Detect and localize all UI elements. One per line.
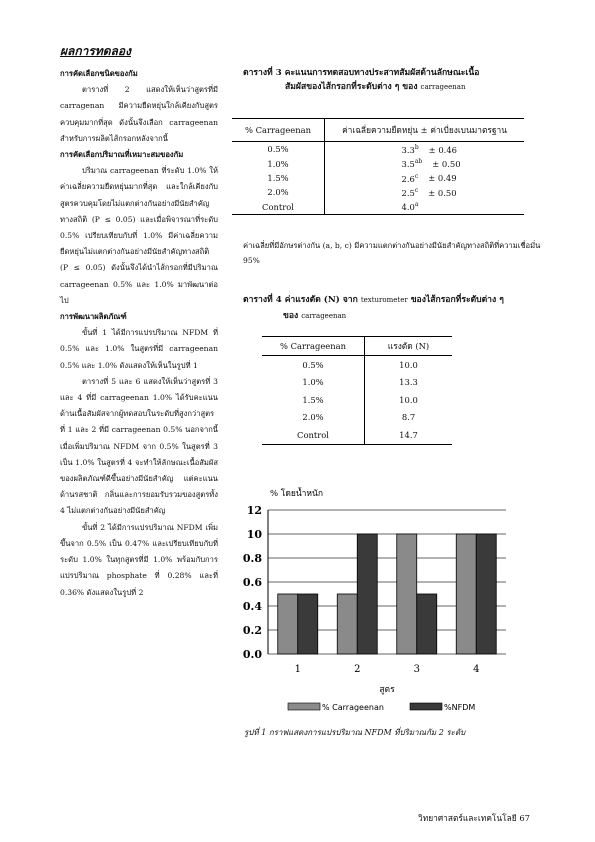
bar-chart: [234, 484, 534, 724]
table3-superscript: c: [414, 186, 419, 194]
table4-caption: [243, 292, 543, 324]
table3-caption: [243, 66, 543, 94]
table4-value: 14.7: [365, 426, 453, 444]
table3-caption-number: 3: [275, 68, 282, 78]
table4-caption-title: ค่าแรงตัด (N) จาก: [284, 295, 358, 305]
table3-mean-cell: [325, 156, 525, 170]
y-tick-label: 0.8: [242, 552, 262, 565]
x-tick-label: 1: [294, 664, 301, 675]
table4-row: [262, 391, 452, 409]
table3-caption-term: carrageenan: [420, 83, 466, 91]
x-tick-label: 4: [473, 664, 480, 675]
bar: [298, 594, 318, 654]
table3-mean-cell: [325, 171, 525, 185]
table4-row: [262, 409, 452, 427]
table3-sd: ± 0.50: [428, 187, 457, 198]
table3-superscript: c: [414, 172, 419, 180]
table3-caption-line2-wrap: [243, 80, 543, 94]
table4-row: [262, 374, 452, 392]
table4-level: 2.0%: [262, 409, 365, 427]
y-tick-label: 0.4: [242, 600, 262, 613]
table3-mean-cell: [325, 185, 525, 199]
bar: [456, 534, 476, 654]
table3: [232, 118, 524, 215]
table3-superscript: b: [414, 143, 419, 151]
table4-row: [262, 356, 452, 374]
x-tick-label: 3: [413, 664, 420, 675]
paragraph: ตารางที่ 5 และ 6 แสดงให้เห็นว่าสูตรที่ 3 และ 4 ที่มี carrageenan 1.0% ได้รับคะแนนด้านเนื้อสัมผัสจากผู้ทดสอบในระดับที่สูงกว่าสูตรที่ 1 และ 2 ที่มี carrageenan 0.5% นอกจากนี้เมื่อเพิ่มปริมาณ NFDM จาก 0.5% ในสูตรที่ 3 เป็น 1.0% ในสูตรที่ 4 จะทำให้ลักษณะเนื้อสัมผัสของผลิตภัณฑ์ดีขึ้นอย่างมีนัยสำคัญ แต่คะแนนด้านรสชาติ กลิ่นและการยอมรับรวมของสูตรทั้ง 4 ไม่แตกต่างกันอย่างมีนัยสำคัญ: [60, 376, 218, 516]
table3-row: [232, 185, 524, 199]
table3-sd: ± 0.50: [432, 158, 461, 169]
legend-label: %NFDM: [444, 703, 476, 712]
table4-caption-prefix: ตารางที่ 4: [243, 295, 282, 305]
table4-value: 10.0: [399, 359, 418, 370]
legend-swatch: [288, 703, 320, 710]
table3-caption-line2: สัมผัสของไส้กรอกที่ระดับต่าง ๆ ของ: [285, 82, 418, 92]
table4-row: [262, 426, 452, 444]
bar: [476, 534, 496, 654]
table3-row: [232, 142, 524, 157]
table3-header-level: % Carrageenan: [232, 119, 325, 142]
table3-level: 0.5%: [232, 142, 325, 157]
y-tick-label: 10: [246, 528, 262, 541]
subsection-heading: การคัดเลือกชนิดของกัม: [60, 69, 138, 78]
bar: [397, 534, 417, 654]
table3-superscript: ab: [414, 158, 423, 166]
table3-sd: ± 0.46: [428, 144, 457, 155]
y-axis-title: % โดยน้ำหนัก: [270, 489, 323, 499]
table3-level: Control: [232, 200, 325, 215]
x-axis-title: สูตร: [379, 685, 395, 695]
table4-caption-rest: ของไส้กรอกที่ระดับต่าง ๆ: [410, 295, 504, 305]
paragraph: ขั้นที่ 1 ได้มีการแปรปริมาณ NFDM ที่ 0.5% และ 1.0% ในสูตรที่มี carrageenan 0.5% และ 1.0% ดังแสดงให้เห็นในรูปที่ 1: [60, 328, 218, 370]
table3-mean-cell: [325, 200, 525, 215]
table4-level: 0.5%: [262, 356, 365, 374]
bar: [278, 594, 298, 654]
table3-note: ค่าเฉลี่ยที่มีอักษรต่างกัน (a, b, c) มีความแตกต่างกันอย่างมีนัยสำคัญทางสถิติที่ความเชื่อมั่น 95%: [243, 241, 541, 265]
bar: [337, 594, 357, 654]
table3-sd: ± 0.49: [428, 173, 457, 184]
table3-level: 1.5%: [232, 171, 325, 185]
table3-level: 1.0%: [232, 156, 325, 170]
y-tick-label: 0.6: [242, 576, 262, 589]
table3-mean: 2.6: [401, 173, 415, 184]
table4-level: 1.0%: [262, 374, 365, 392]
paragraph: ปริมาณ carrageenan ที่ระดับ 1.0% ให้ค่าเฉลี่ยความยืดหยุ่นมากที่สุด และใกล้เคียงกับสูตรควบคุมโดยไม่แตกต่างกันอย่างมีนัยสำคัญทางสถิติ (P ≤ 0.05) และเมื่อพิจารณาที่ระดับ 0.5% เปรียบเทียบกับที่ 1.0% มีค่าเฉลี่ยความยืดหยุ่นไม่แตกต่างกันอย่างมีนัยสำคัญทางสถิติ (P ≤ 0.05) ดังนั้นจึงได้นำไส้กรอกที่มีปริมาณ carrageenan 0.5% และ 1.0% มาพัฒนาต่อไป: [60, 166, 218, 305]
subsection-heading: การพัฒนาผลิตภัณฑ์: [60, 312, 127, 322]
table3-mean: 2.5: [401, 187, 415, 198]
table3-row: [232, 171, 524, 185]
section-title: ผลการทดลอง: [60, 44, 131, 58]
table3-superscript: a: [414, 201, 419, 209]
y-tick-label: 12: [246, 504, 262, 517]
table4-caption-line2-prefix: ของ: [283, 311, 299, 321]
table3-row: [232, 200, 524, 215]
table3-row: [232, 156, 524, 170]
table3-mean: 3.5: [401, 158, 415, 169]
page-footer: วิทยาศาสตร์และเทคโนโลยี 67: [418, 813, 530, 823]
table3-caption-prefix: ตารางที่: [243, 68, 273, 78]
table4-header-level: % Carrageenan: [262, 337, 365, 356]
bar: [357, 534, 377, 654]
table3-mean: 4.0: [401, 202, 415, 213]
table4-value: 13.3: [399, 377, 418, 388]
y-tick-label: 0.2: [242, 624, 262, 637]
y-tick-label: 0.0: [242, 648, 262, 661]
table4-value: 10.0: [399, 394, 418, 405]
table3-header-mean: ค่าเฉลี่ยความยืดหยุ่น ± ค่าเบี่ยงเบนมาตรฐาน: [325, 119, 525, 142]
x-tick-label: 2: [354, 664, 361, 675]
table4-level: Control: [262, 426, 365, 444]
table3-mean-cell: [325, 142, 525, 157]
table4-caption-term: texturometer: [360, 296, 408, 304]
table4-header-value: แรงตัด (N): [365, 337, 453, 356]
table4-level: 1.5%: [262, 391, 365, 409]
table4-value: 8.7: [401, 412, 416, 423]
table4: [262, 336, 452, 445]
paragraph: ขั้นที่ 2 ได้มีการแปรปริมาณ NFDM เพิ่มขึ้นจาก 0.5% เป็น 0.47% และเปรียบเทียบกับที่ระดับ 1.0% ในทุกสูตรที่มี 1.0% พร้อมกับการแปรปริมาณ phosphate ที่ 0.28% และที่ 0.36% ดังแสดงในรูปที่ 2: [60, 522, 218, 597]
table3-caption-line1: คะแนนการทดสอบทางประสาทสัมผัสด้านลักษณะเนื้อ: [284, 68, 480, 78]
bar: [417, 594, 437, 654]
subsection-heading: การคัดเลือกปริมาณที่เหมาะสมของกัม: [60, 150, 184, 160]
figure-caption: รูปที่ 1 กราฟแสดงการแปรปริมาณ NFDM ที่ปริมาณกัม 2 ระดับ: [244, 728, 466, 737]
left-column: [60, 66, 218, 601]
legend-label: % Carrageenan: [322, 703, 384, 712]
paragraph: ตารางที่ 2 แสดงให้เห็นว่าสูตรที่มี carragenan มีความยืดหยุ่นใกล้เคียงกับสูตรควบคุมมากที่สุด ดังนั้นจึงเลือก carrageenan สำหรับการผลิตไส้กรอกหลังจากนี้: [60, 85, 218, 143]
table4-caption-line2-term: carrageenan: [301, 312, 347, 320]
legend-swatch: [410, 703, 442, 710]
table4-caption-line2-wrap: [243, 308, 543, 324]
table3-level: 2.0%: [232, 185, 325, 199]
table3-mean: 3.3: [401, 144, 415, 155]
